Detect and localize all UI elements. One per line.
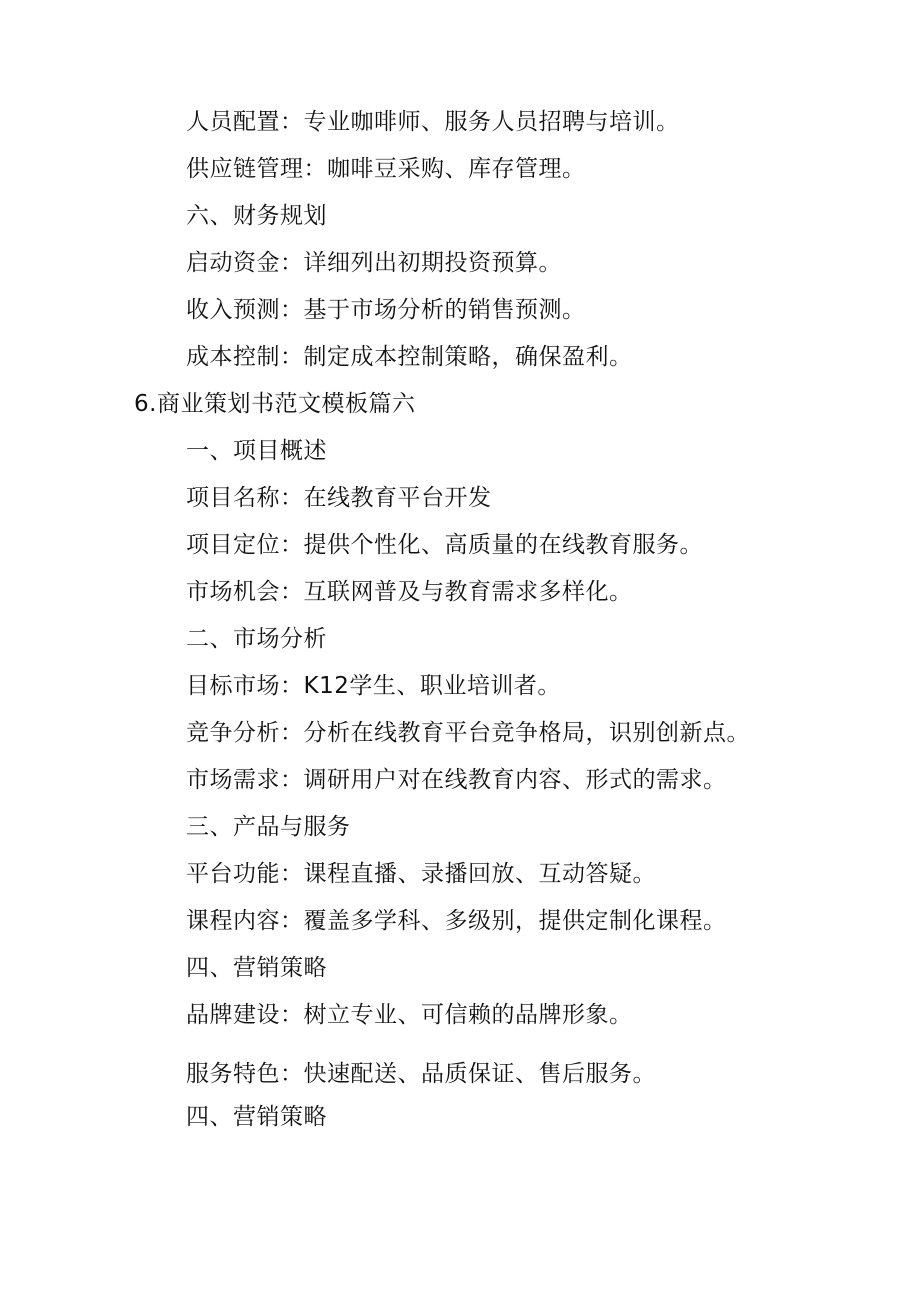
section-heading-marketing: 四、营销策略	[186, 955, 327, 981]
paragraph-revenue-forecast: 收入预测：基于市场分析的销售预测。	[186, 297, 586, 323]
paragraph-supply-chain: 供应链管理：咖啡豆采购、库存管理。	[186, 156, 586, 182]
paragraph-project-name: 项目名称：在线教育平台开发	[186, 485, 492, 511]
section-heading-products: 三、产品与服务	[186, 814, 351, 840]
paragraph-platform-features: 平台功能：课程直播、录播回放、互动答疑。	[186, 861, 656, 887]
paragraph-competition: 竞争分析：分析在线教育平台竞争格局，识别创新点。	[186, 720, 750, 746]
paragraph-staffing: 人员配置：专业咖啡师、服务人员招聘与培训。	[186, 109, 680, 135]
section-heading-marketing-repeat: 四、营销策略	[186, 1104, 327, 1130]
paragraph-startup-funds: 启动资金：详细列出初期投资预算。	[186, 250, 562, 276]
paragraph-market-demand: 市场需求：调研用户对在线教育内容、形式的需求。	[186, 767, 727, 793]
paragraph-project-positioning: 项目定位：提供个性化、高质量的在线教育服务。	[186, 532, 703, 558]
paragraph-cost-control: 成本控制：制定成本控制策略，确保盈利。	[186, 344, 633, 370]
paragraph-market-opportunity: 市场机会：互联网普及与教育需求多样化。	[186, 579, 633, 605]
paragraph-service-features: 服务特色：快速配送、品质保证、售后服务。	[186, 1061, 656, 1087]
paragraph-target-market: 目标市场：K12学生、职业培训者。	[186, 673, 561, 699]
section-heading-finance: 六、财务规划	[186, 203, 327, 229]
paragraph-branding: 品牌建设：树立专业、可信赖的品牌形象。	[186, 1002, 633, 1028]
section-heading-overview: 一、项目概述	[186, 438, 327, 464]
paragraph-course-content: 课程内容：覆盖多学科、多级别，提供定制化课程。	[186, 908, 727, 934]
section-heading-market-analysis: 二、市场分析	[186, 626, 327, 652]
chapter-title: 6.商业策划书范文模板篇六	[134, 391, 416, 417]
